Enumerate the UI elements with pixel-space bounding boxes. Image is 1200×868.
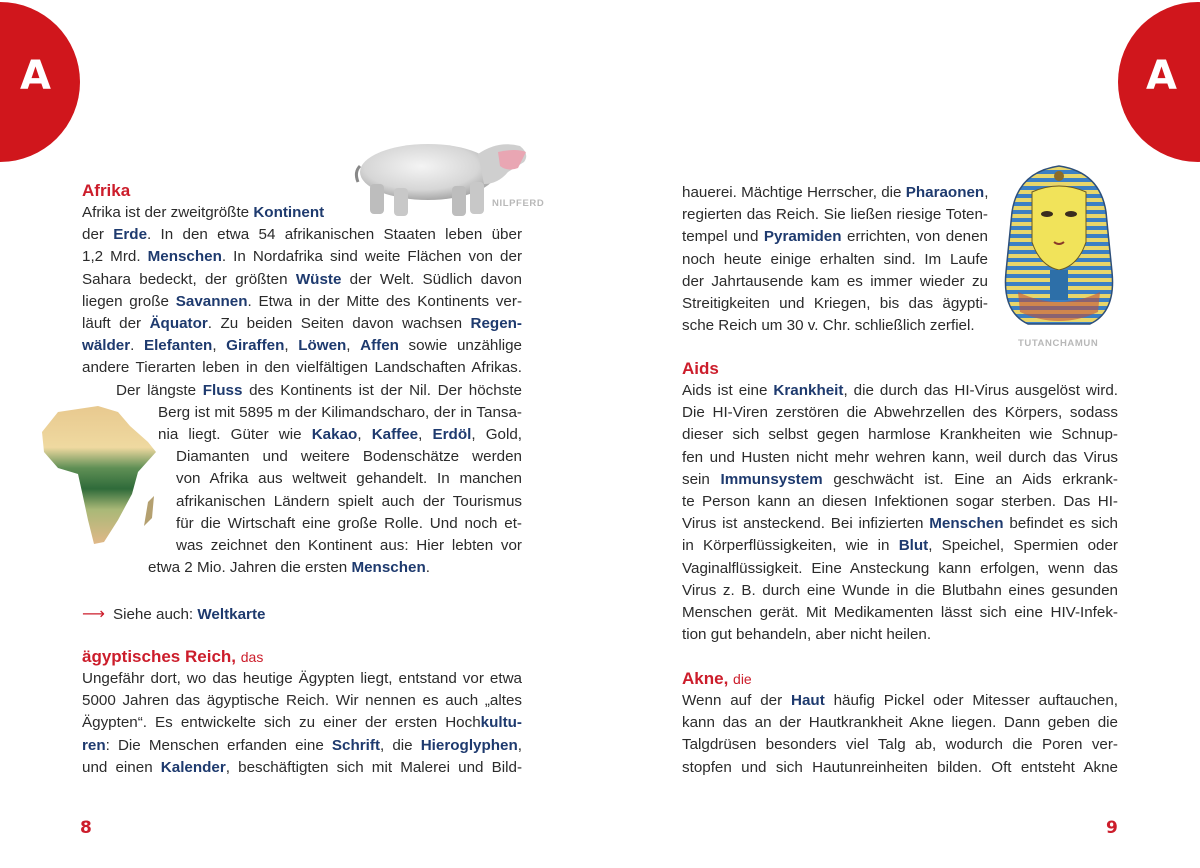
text-line: liegen große Savannen. Etwa in der Mitte des Kontinents ver- xyxy=(82,292,522,310)
keyword-link[interactable]: wälder xyxy=(82,337,131,355)
text-line: etwa 2 Mio. Jahren die ersten Menschen. xyxy=(148,559,430,577)
entry-body xyxy=(682,182,988,337)
entry-heading: ägyptisches Reich, das xyxy=(82,647,264,666)
keyword-link[interactable]: Pharaonen xyxy=(905,184,985,201)
text-line: in Körperflüssigkeiten, wie in Blut, Speichel, Spermien oder xyxy=(682,537,1118,555)
keyword-link[interactable]: Giraffen xyxy=(226,337,285,355)
text-line: fen und Husten nicht mehr wehren kann, weil durch das Virus xyxy=(682,448,1118,466)
entry-heading: Aids xyxy=(682,359,719,378)
keyword-link[interactable]: Kontinent xyxy=(253,204,325,221)
keyword-link[interactable]: Kalender xyxy=(160,758,226,776)
text-line: läuft der Äquator. Zu beiden Seiten davon wachsen Regen- xyxy=(82,315,522,333)
text-line: für die Wirtschaft eine große Rolle. Und noch et- xyxy=(176,514,522,532)
letter-tab-right xyxy=(1118,2,1200,162)
entry-afrika xyxy=(82,180,522,579)
letter-tab-left xyxy=(0,2,80,162)
text-line: noch heute einige erhalten sind. Im Laufe xyxy=(682,250,988,268)
right-page xyxy=(600,0,1200,868)
text-line: 5000 Jahren das ägyptische Reich. Wir nennen es auch „altes xyxy=(82,692,522,710)
keyword-link[interactable]: Krankheit xyxy=(773,382,844,399)
letter-tab-label: A xyxy=(20,53,51,99)
text-line: von Afrika aus weltweit gehandelt. In manchen xyxy=(176,470,522,488)
text-line: und einen Kalender, beschäftigten sich mit Malerei und Bild- xyxy=(82,758,522,776)
tutankhamun-mask-illustration xyxy=(998,162,1120,332)
text-line: stopfen und sich Hautunreinheiten bilden. Oft entsteht Akne xyxy=(682,758,1118,776)
see-also-link-weltkarte[interactable]: Weltkarte xyxy=(197,606,266,623)
keyword-link[interactable]: Blut xyxy=(898,537,929,555)
keyword-link[interactable]: Löwen xyxy=(298,337,347,355)
text-line: Streitigkeiten und Kriegen, bis das ägypti- xyxy=(682,295,988,313)
text-line: Aids ist eine Krankheit, die durch das HI-Virus ausgelöst wird. xyxy=(682,382,1118,399)
entry-body xyxy=(82,668,522,779)
keyword-link[interactable]: Elefanten xyxy=(143,337,213,355)
text-line: Ungefähr dort, wo das heutige Ägypten liegt, entstand vor etwa xyxy=(82,670,522,687)
keyword-link[interactable]: Fluss xyxy=(202,381,243,399)
keyword-link[interactable]: Affen xyxy=(360,337,399,355)
keyword-link[interactable]: kultu- xyxy=(480,714,522,732)
text-line: Ägypten“. Es entwickelte sich zu einer der ersten Hochkultu- xyxy=(82,714,522,732)
text-line: 1,2 Mrd. Menschen. In Nordafrika sind weite Flächen von der xyxy=(82,248,523,266)
text-line: Diamanten und weitere Bodenschätze werden xyxy=(176,448,522,466)
keyword-link[interactable]: Wüste xyxy=(295,270,342,288)
text-line: te Person kann an diesen Infektionen sogar sterben. Das HI- xyxy=(682,493,1118,511)
mask-caption: TUTANCHAMUN xyxy=(1018,338,1099,349)
text-line: regierten das Reich. Sie ließen riesige Toten- xyxy=(682,206,988,224)
text-line: ren: Die Menschen erfanden eine Schrift, die Hieroglyphen, xyxy=(82,736,522,754)
text-line: tempel und Pyramiden errichten, von denen xyxy=(682,228,988,246)
text-line: was zeichnet den Kontinent aus: Hier lebten vor xyxy=(176,537,522,555)
text-line: der Jahrtausende kam es immer wieder zu xyxy=(682,272,988,290)
text-line: hauerei. Mächtige Herrscher, die Pharaonen, xyxy=(682,184,989,201)
page-number: 9 xyxy=(1106,818,1118,838)
text-line: Vaginalflüssigkeit. Eine Ansteckung kann erfolgen, wenn das xyxy=(682,559,1118,577)
keyword-link[interactable]: Immunsystem xyxy=(720,470,823,488)
text-line: Virus z. B. durch eine Wunde in die Blutbahn eines gesunden xyxy=(682,581,1118,599)
text-line: der Erde. In den etwa 54 afrikanischen Staaten leben über xyxy=(82,226,522,244)
text-line: sche Reich um 30 v. Chr. schließlich zerfiel. xyxy=(682,317,975,335)
keyword-link[interactable]: Kaffee xyxy=(371,426,419,444)
keyword-link[interactable]: ren xyxy=(82,736,106,754)
keyword-link[interactable]: Hieroglyphen xyxy=(420,736,518,754)
text-line: dieser sich selbst gegen harmlose Krankheiten wie Schnup- xyxy=(682,426,1118,444)
hippo-caption: NILPFERD xyxy=(492,198,545,209)
entry-body xyxy=(682,380,1118,646)
text-line: Der längste Fluss des Kontinents ist der Nil. Der höchste xyxy=(116,381,522,399)
text-line: Talgdrüsen besonders viel Talg ab, wodurch die Poren ver- xyxy=(682,736,1118,754)
page-number: 8 xyxy=(80,818,92,838)
arrow-right-icon: ⟶ xyxy=(82,606,105,623)
text-line: Sahara bedeckt, der größten Wüste der Welt. Südlich davon xyxy=(82,270,522,288)
see-also-label: Siehe auch: xyxy=(112,606,198,623)
keyword-link[interactable]: Kakao xyxy=(311,426,358,444)
entry-aegyptisches-reich xyxy=(82,646,522,779)
text-line: Wenn auf der Haut häufig Pickel oder Mitesser auftauchen, xyxy=(682,692,1119,709)
keyword-link[interactable]: Haut xyxy=(791,692,825,709)
keyword-link[interactable]: Äquator xyxy=(149,315,208,333)
text-line: wälder. Elefanten, Giraffen, Löwen, Affen sowie unzählige xyxy=(82,337,522,355)
text-line: Berg ist mit 5895 m der Kilimandscharo, der in Tansa- xyxy=(158,403,522,421)
keyword-link[interactable]: Savannen xyxy=(175,292,248,310)
text-line: tion gut behandeln, aber nicht heilen. xyxy=(682,626,932,644)
keyword-link[interactable]: Schrift xyxy=(331,736,381,754)
keyword-link[interactable]: Menschen xyxy=(147,248,222,266)
text-line: sein Immunsystem geschwächt ist. Eine an Aids erkrank- xyxy=(682,470,1118,488)
keyword-link[interactable]: Menschen xyxy=(351,559,426,577)
entry-aids xyxy=(682,358,1118,646)
text-line: afrikanischen Ländern spielt auch der Tourismus xyxy=(176,492,522,510)
text-line: Die HI-Viren zerstören die Abwehrzellen des Körpers, sodass xyxy=(682,404,1118,422)
text-line: andere Tierarten leben in den vielfältigen Landschaften Afrikas. xyxy=(82,359,522,377)
keyword-link[interactable]: Menschen xyxy=(929,515,1004,533)
keyword-link[interactable]: Regen- xyxy=(470,315,522,333)
keyword-link[interactable]: Pyramiden xyxy=(763,228,842,246)
entry-body xyxy=(82,202,522,579)
entry-akne xyxy=(682,668,1118,779)
entry-heading: Afrika xyxy=(82,181,131,200)
text-line: Virus ist ansteckend. Bei infizierten Menschen befindet es sich xyxy=(682,515,1118,533)
entry-aegyptisches-reich-continued xyxy=(682,182,988,337)
keyword-link[interactable]: Erdöl xyxy=(432,426,472,444)
text-line: Afrika ist der zweitgrößte Kontinent xyxy=(82,204,325,221)
entry-heading: Akne, die xyxy=(682,669,752,688)
text-line: nia liegt. Güter wie Kakao, Kaffee, Erdöl, Gold, xyxy=(158,426,522,444)
keyword-link[interactable]: Erde xyxy=(113,226,148,244)
letter-tab-label: A xyxy=(1146,53,1177,99)
text-line: Menschen gerät. Mit Medikamenten lässt sich eine HIV-Infek- xyxy=(682,604,1118,622)
text-line: kann das an der Hautkrankheit Akne liegen. Dann geben die xyxy=(682,714,1118,732)
entry-body xyxy=(682,690,1118,779)
see-also xyxy=(82,604,265,624)
